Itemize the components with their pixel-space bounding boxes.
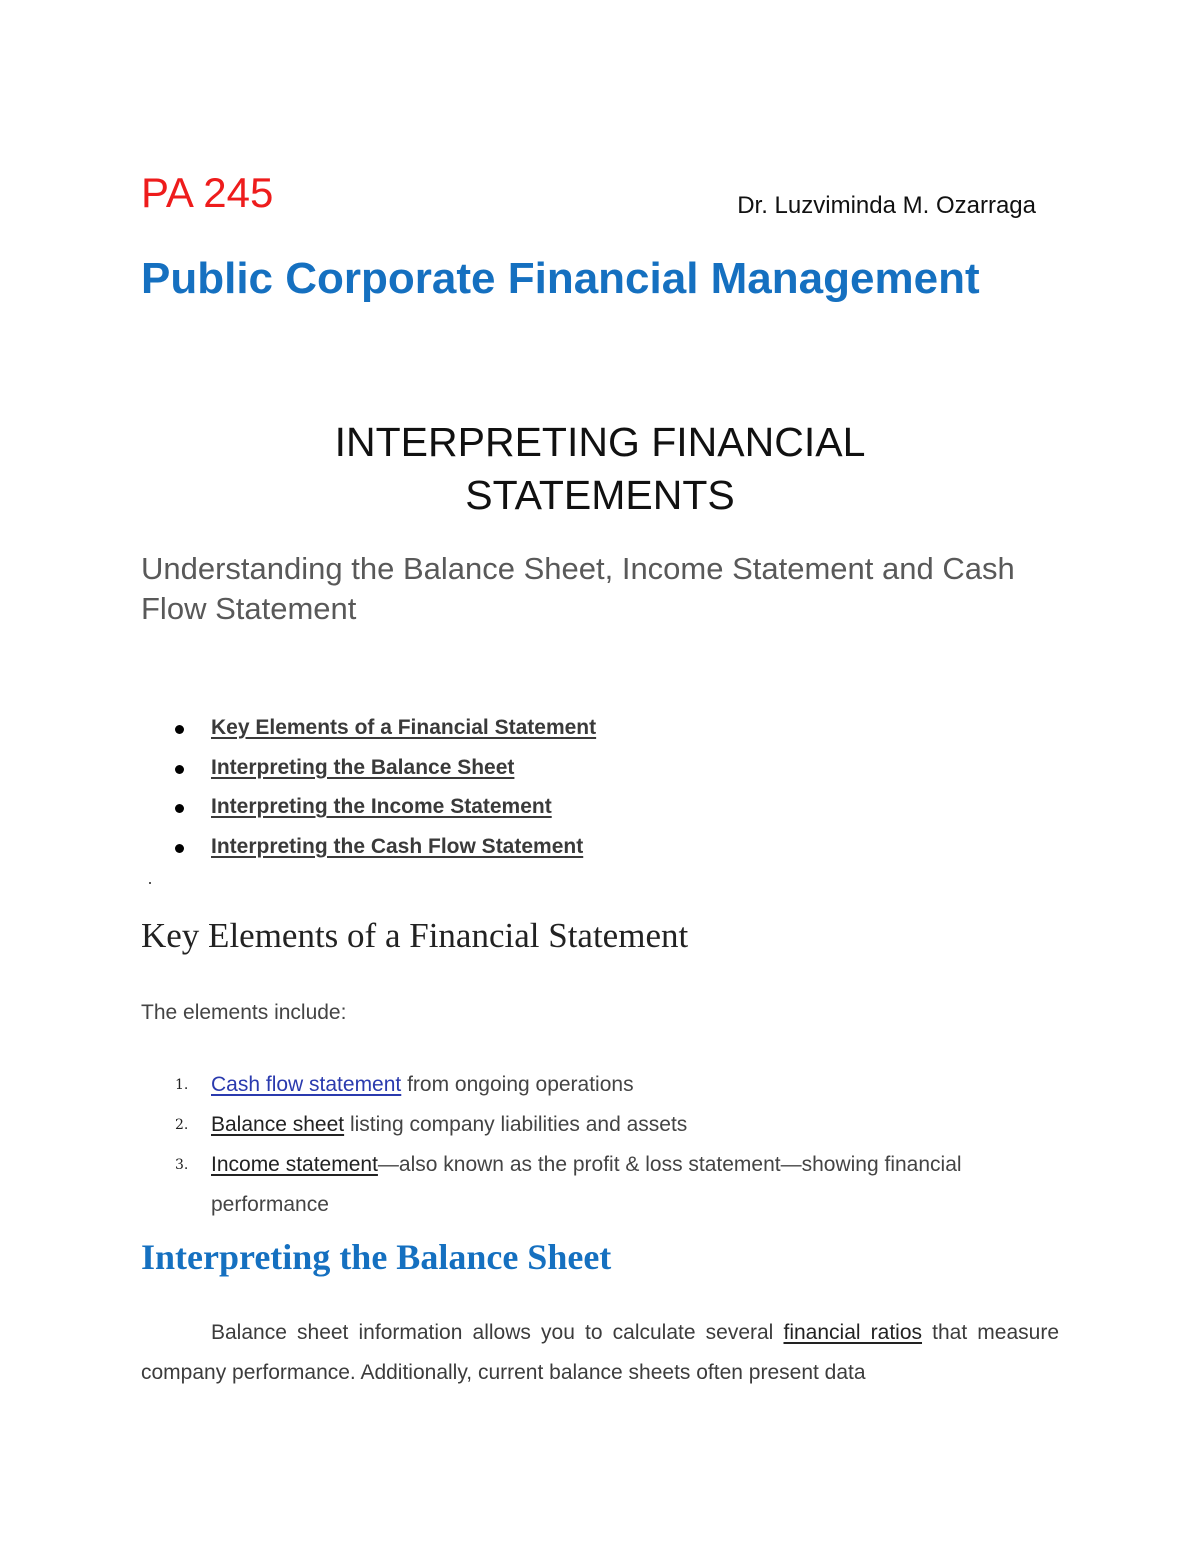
list-number: 1. (175, 1077, 189, 1093)
list-number: 3. (175, 1157, 189, 1173)
bullet-icon (175, 804, 184, 813)
toc-item-income-statement (141, 795, 596, 835)
list-item-text: —also known as the profit & loss statement—showing financial performance (211, 1153, 962, 1216)
toc-item-key-elements (141, 716, 596, 756)
course-code: PA 245 (141, 169, 274, 216)
bullet-icon (175, 844, 184, 853)
instructor-name: Dr. Luzviminda M. Ozarraga (737, 192, 1036, 219)
financial-ratios-link[interactable]: financial ratios (783, 1321, 923, 1344)
toc-item-balance-sheet (141, 756, 596, 796)
bullet-icon (175, 725, 184, 734)
document-title-line-1: INTERPRETING FINANCIAL (334, 419, 866, 465)
course-title: Public Corporate Financial Management (141, 254, 980, 303)
toc-link-balance-sheet[interactable]: Interpreting the Balance Sheet (211, 755, 515, 779)
cash-flow-statement-link[interactable]: Cash flow statement (211, 1073, 402, 1096)
toc-link-key-elements[interactable]: Key Elements of a Financial Statement (211, 716, 597, 739)
table-of-contents (141, 716, 596, 874)
section-heading-balance-sheet: Interpreting the Balance Sheet (141, 1237, 612, 1277)
list-item-cash-flow (141, 1065, 1071, 1105)
stray-dot (149, 882, 151, 884)
balance-sheet-paragraph (141, 1313, 1059, 1393)
paragraph-text: Balance sheet information allows you to calculate several (211, 1321, 784, 1344)
list-item-income-statement (141, 1145, 1071, 1225)
elements-list (141, 1065, 1071, 1225)
document-title-line-2: STATEMENTS (465, 472, 735, 518)
income-statement-link[interactable]: Income statement (211, 1153, 378, 1176)
toc-link-income-statement[interactable]: Interpreting the Income Statement (211, 795, 552, 818)
balance-sheet-link[interactable]: Balance sheet (211, 1113, 345, 1136)
section-heading-key-elements: Key Elements of a Financial Statement (141, 916, 689, 955)
toc-item-cash-flow-statement (141, 835, 596, 875)
paragraph-text: that measure company performance. Additionally, current balance sheets often present data (141, 1321, 1060, 1384)
elements-intro-text: The elements include: (141, 1001, 347, 1024)
list-item-text: listing company liabilities and assets (344, 1113, 688, 1136)
toc-link-cash-flow-statement[interactable]: Interpreting the Cash Flow Statement (211, 834, 584, 858)
bullet-icon (175, 765, 184, 774)
list-number: 2. (175, 1117, 189, 1133)
document-subtitle: Understanding the Balance Sheet, Income Statement and Cash Flow Statement (141, 551, 1015, 626)
document-title (141, 416, 1059, 522)
list-item-balance-sheet (141, 1105, 1071, 1145)
list-item-text: from ongoing operations (401, 1073, 634, 1096)
